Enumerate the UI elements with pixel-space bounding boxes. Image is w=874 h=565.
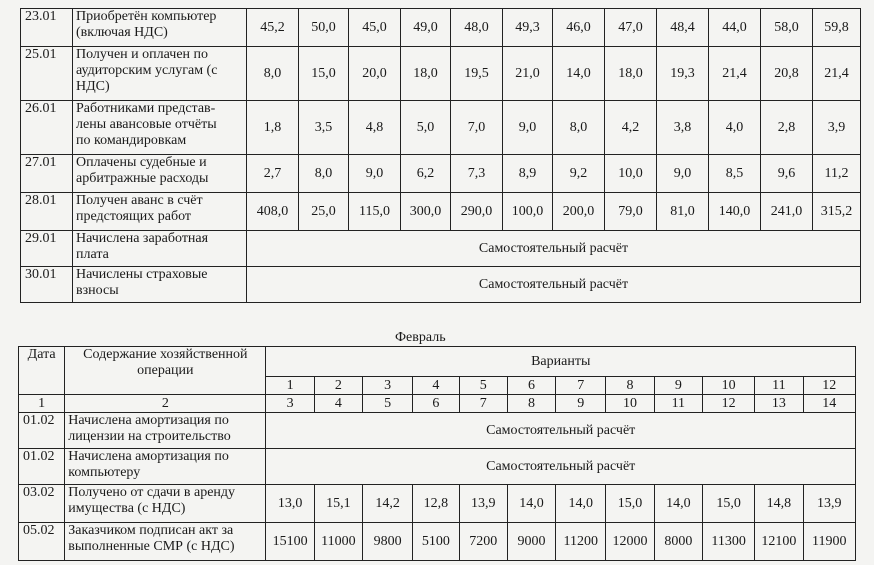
row-value: 11000 — [314, 523, 362, 561]
column-number: 6 — [413, 395, 459, 413]
row-value: 14,2 — [363, 485, 413, 523]
column-number: 4 — [314, 395, 362, 413]
row-description-line: Приобретён компьютер — [76, 9, 217, 24]
row-description-line: выполненные СМР (с НДС) — [68, 539, 235, 554]
self-calculation-cell: Самостоятельный расчёт — [266, 449, 856, 485]
row-description — [73, 9, 247, 47]
header-variants: Варианты — [266, 347, 856, 377]
column-number: 14 — [803, 395, 855, 413]
column-number: 9 — [556, 395, 606, 413]
row-value: 9,2 — [553, 155, 605, 193]
row-description-line: лены авансовые отчёты — [76, 117, 217, 132]
row-description-line: Получен аванс в счёт — [76, 193, 203, 208]
row-value: 21,0 — [503, 47, 553, 101]
row-value: 2,8 — [761, 101, 813, 155]
row-value: 48,0 — [451, 9, 503, 47]
variant-number: 10 — [702, 377, 754, 395]
table-row — [19, 449, 856, 485]
self-calculation-cell: Самостоятельный расчёт — [247, 231, 861, 267]
row-value: 49,3 — [503, 9, 553, 47]
row-value: 19,3 — [657, 47, 709, 101]
row-value: 13,9 — [459, 485, 507, 523]
row-description — [65, 413, 266, 449]
row-date: 23.01 — [21, 9, 73, 47]
row-value: 100,0 — [503, 193, 553, 231]
row-value: 59,8 — [813, 9, 861, 47]
row-description-line: Начислена амортизация по — [68, 413, 229, 428]
table-row — [21, 231, 861, 267]
row-value: 4,0 — [709, 101, 761, 155]
column-number: 12 — [702, 395, 754, 413]
row-value: 20,0 — [349, 47, 401, 101]
row-description — [73, 231, 247, 267]
row-value: 8,9 — [503, 155, 553, 193]
variant-number: 7 — [556, 377, 606, 395]
row-value: 11200 — [556, 523, 606, 561]
row-description-line: Заказчиком подписан акт за — [68, 523, 234, 538]
table-row — [21, 47, 861, 101]
row-value: 8000 — [654, 523, 702, 561]
row-date: 26.01 — [21, 101, 73, 155]
row-description-line: компьютеру — [68, 465, 141, 480]
row-description-line: лицензии на строительство — [68, 429, 231, 444]
row-value: 3,8 — [657, 101, 709, 155]
row-description-line: плата — [76, 247, 109, 262]
row-date: 25.01 — [21, 47, 73, 101]
row-description — [73, 267, 247, 303]
row-value: 200,0 — [553, 193, 605, 231]
row-value: 14,0 — [556, 485, 606, 523]
row-date: 28.01 — [21, 193, 73, 231]
variant-number: 9 — [654, 377, 702, 395]
row-value: 7,0 — [451, 101, 503, 155]
column-number: 7 — [459, 395, 507, 413]
row-value: 50,0 — [299, 9, 349, 47]
row-value: 8,5 — [709, 155, 761, 193]
row-value: 241,0 — [761, 193, 813, 231]
table-row — [21, 155, 861, 193]
row-value: 15,0 — [702, 485, 754, 523]
row-value: 3,9 — [813, 101, 861, 155]
row-value: 9000 — [507, 523, 555, 561]
row-value: 290,0 — [451, 193, 503, 231]
row-description — [65, 523, 266, 561]
row-value: 58,0 — [761, 9, 813, 47]
header-date: Дата — [19, 347, 65, 395]
header-content-line: Содержание хозяйственной — [83, 347, 248, 362]
row-value: 14,0 — [654, 485, 702, 523]
row-value: 14,0 — [507, 485, 555, 523]
row-description-line: по командировкам — [76, 133, 187, 148]
variant-number: 11 — [755, 377, 803, 395]
row-description-line: НДС) — [76, 79, 110, 94]
row-description-line: Начислена заработная — [76, 231, 209, 246]
row-value: 19,5 — [451, 47, 503, 101]
row-description — [73, 47, 247, 101]
row-value: 9800 — [363, 523, 413, 561]
row-value: 14,0 — [553, 47, 605, 101]
row-date: 01.02 — [19, 449, 65, 485]
variant-number: 6 — [507, 377, 555, 395]
row-description — [73, 193, 247, 231]
row-value: 21,4 — [813, 47, 861, 101]
row-value: 14,8 — [755, 485, 803, 523]
row-value: 11300 — [702, 523, 754, 561]
february-title: Февраль — [395, 330, 446, 345]
variant-number: 5 — [459, 377, 507, 395]
variant-number: 8 — [606, 377, 654, 395]
row-date: 29.01 — [21, 231, 73, 267]
table-row — [19, 413, 856, 449]
row-value: 4,2 — [605, 101, 657, 155]
row-value: 140,0 — [709, 193, 761, 231]
row-description-line: (включая НДС) — [76, 25, 168, 40]
row-value: 13,0 — [266, 485, 314, 523]
row-description-line: Работниками представ- — [76, 101, 216, 116]
row-value: 18,0 — [605, 47, 657, 101]
table-row — [21, 101, 861, 155]
row-value: 18,0 — [401, 47, 451, 101]
row-value: 3,5 — [299, 101, 349, 155]
header-content-line: операции — [137, 363, 194, 378]
column-number: 10 — [606, 395, 654, 413]
row-value: 4,8 — [349, 101, 401, 155]
row-value: 2,7 — [247, 155, 299, 193]
row-value: 15,1 — [314, 485, 362, 523]
row-description-line: Оплачены судебные и — [76, 155, 207, 170]
row-value: 12100 — [755, 523, 803, 561]
row-value: 8,0 — [247, 47, 299, 101]
row-value: 48,4 — [657, 9, 709, 47]
row-value: 47,0 — [605, 9, 657, 47]
row-date: 01.02 — [19, 413, 65, 449]
column-number: 13 — [755, 395, 803, 413]
column-number: 3 — [266, 395, 314, 413]
row-value: 7,3 — [451, 155, 503, 193]
row-value: 21,4 — [709, 47, 761, 101]
row-date: 03.02 — [19, 485, 65, 523]
row-value: 15100 — [266, 523, 314, 561]
table-row — [19, 523, 856, 561]
row-value: 20,8 — [761, 47, 813, 101]
row-date: 05.02 — [19, 523, 65, 561]
row-value: 315,2 — [813, 193, 861, 231]
row-value: 44,0 — [709, 9, 761, 47]
row-value: 12,8 — [413, 485, 459, 523]
column-number: 5 — [363, 395, 413, 413]
row-description-line: предстоящих работ — [76, 209, 192, 224]
row-value: 11,2 — [813, 155, 861, 193]
row-description-line: аудиторским услугам (с — [76, 63, 218, 78]
column-number: 8 — [507, 395, 555, 413]
variant-number: 1 — [266, 377, 314, 395]
row-value: 11900 — [803, 523, 855, 561]
row-value: 300,0 — [401, 193, 451, 231]
row-description — [73, 155, 247, 193]
self-calculation-cell: Самостоятельный расчёт — [247, 267, 861, 303]
row-value: 115,0 — [349, 193, 401, 231]
row-description-line: Начислена амортизация по — [68, 449, 229, 464]
table-row — [19, 485, 856, 523]
variant-number: 4 — [413, 377, 459, 395]
column-number: 11 — [654, 395, 702, 413]
row-value: 45,0 — [349, 9, 401, 47]
table-row — [21, 193, 861, 231]
table-row — [21, 9, 861, 47]
row-value: 1,8 — [247, 101, 299, 155]
row-value: 13,9 — [803, 485, 855, 523]
row-value: 15,0 — [606, 485, 654, 523]
row-description-line: имущества (с НДС) — [68, 501, 186, 516]
row-description — [65, 485, 266, 523]
row-value: 9,0 — [657, 155, 709, 193]
variant-number: 3 — [363, 377, 413, 395]
row-value: 45,2 — [247, 9, 299, 47]
row-value: 15,0 — [299, 47, 349, 101]
header-content — [65, 347, 266, 395]
column-number: 1 — [19, 395, 65, 413]
row-value: 25,0 — [299, 193, 349, 231]
table-row — [21, 267, 861, 303]
row-value: 8,0 — [299, 155, 349, 193]
self-calculation-cell: Самостоятельный расчёт — [266, 413, 856, 449]
variant-number: 12 — [803, 377, 855, 395]
row-value: 6,2 — [401, 155, 451, 193]
row-description-line: Начислены страховые — [76, 267, 208, 282]
row-date: 27.01 — [21, 155, 73, 193]
row-value: 49,0 — [401, 9, 451, 47]
row-date: 30.01 — [21, 267, 73, 303]
row-value: 9,6 — [761, 155, 813, 193]
row-value: 79,0 — [605, 193, 657, 231]
row-value: 46,0 — [553, 9, 605, 47]
variant-number: 2 — [314, 377, 362, 395]
row-value: 9,0 — [349, 155, 401, 193]
row-value: 12000 — [606, 523, 654, 561]
row-value: 10,0 — [605, 155, 657, 193]
row-value: 8,0 — [553, 101, 605, 155]
row-description — [65, 449, 266, 485]
row-value: 7200 — [459, 523, 507, 561]
column-number: 2 — [65, 395, 266, 413]
january-operations-table — [20, 8, 861, 303]
row-value: 9,0 — [503, 101, 553, 155]
row-description-line: Получен и оплачен по — [76, 47, 209, 62]
february-operations-table — [18, 346, 856, 561]
row-description-line: Получено от сдачи в аренду — [68, 485, 236, 500]
row-value: 5,0 — [401, 101, 451, 155]
row-description-line: взносы — [76, 283, 119, 298]
row-value: 81,0 — [657, 193, 709, 231]
row-description-line: арбитражные расходы — [76, 171, 209, 186]
row-value: 5100 — [413, 523, 459, 561]
row-description — [73, 101, 247, 155]
row-value: 408,0 — [247, 193, 299, 231]
